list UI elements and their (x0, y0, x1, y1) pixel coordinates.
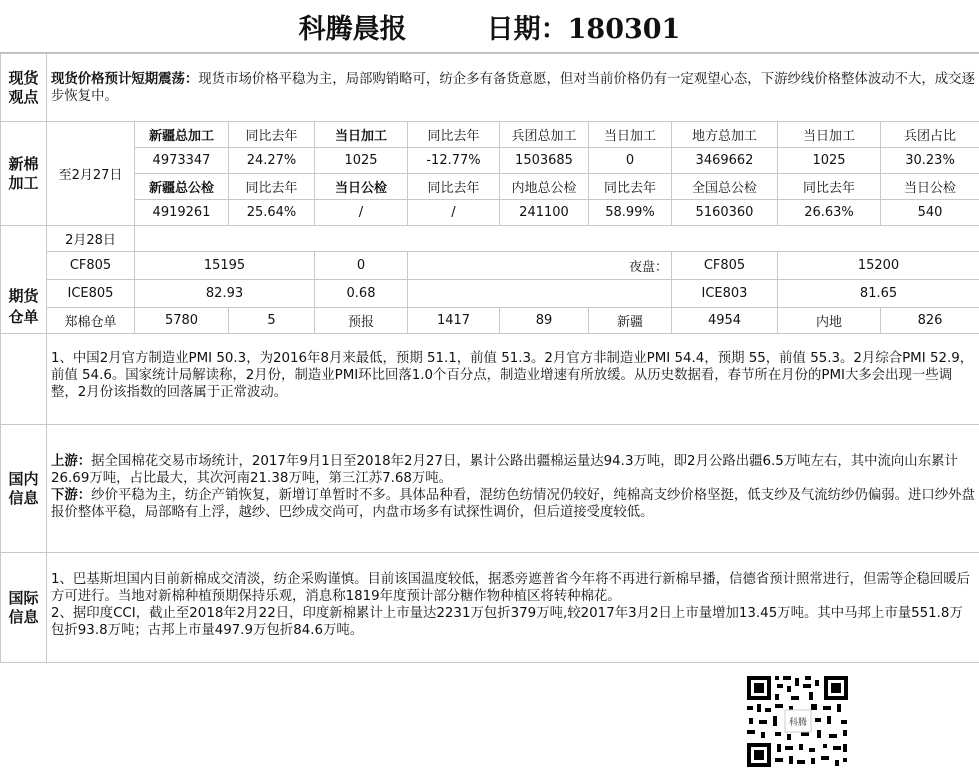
macro-section-label (1, 334, 47, 425)
proc-h2-3: 同比去年 (408, 174, 500, 200)
proc-h2-0: 新疆总公检 (135, 174, 229, 200)
proc-v1-0: 4973347 (135, 148, 229, 174)
proc-v2-2: / (315, 200, 408, 226)
qr-code-icon (745, 674, 850, 769)
proc-h2-6: 全国总公检 (672, 174, 778, 200)
domestic-section-label: 国内信息 (1, 425, 47, 553)
night-label: 夜盘： (589, 252, 672, 280)
warehouse-value: 5780 (135, 308, 229, 334)
proc-h2-8: 当日公检 (881, 174, 979, 200)
proc-v1-5: 0 (589, 148, 672, 174)
report-date: 日期：180301 (486, 13, 681, 45)
spot-text: 现货市场价格平稳为主，局部购销略可，纺企多有备货意愿，但对当前价格仍有一定观望心态，下游纱线价格整体波动不大，成交逐步恢复中。 (51, 71, 975, 104)
proc-v2-7: 26.63% (778, 200, 881, 226)
proc-v1-4: 1503685 (500, 148, 589, 174)
proc-h1-0: 新疆总加工 (135, 122, 229, 148)
spot-section-label: 现货观点 (1, 54, 47, 122)
proc-h2-4: 内地总公检 (500, 174, 589, 200)
international-item-2: 2、据印度CCI，截止至2018年2月22日，印度新棉累计上市量达2231万包折379万吨,较2017年3月2日上市量增加13.45万吨。其中马邦上市量551.8万包折93.8万吨；古邦上市量497.9万包折84.6万吨。 (51, 606, 963, 638)
proc-v2-5: 58.99% (589, 200, 672, 226)
ice2-name: ICE803 (672, 280, 778, 308)
proc-v2-6: 5160360 (672, 200, 778, 226)
forecast-label: 预报 (315, 308, 408, 334)
proc-v1-2: 1025 (315, 148, 408, 174)
proc-v2-0: 4919261 (135, 200, 229, 226)
inland-label: 内地 (778, 308, 881, 334)
night-name: CF805 (672, 252, 778, 280)
report-title (0, 0, 979, 53)
downstream-lead: 下游： (51, 488, 92, 503)
proc-v2-1: 25.64% (229, 200, 315, 226)
proc-v2-3: / (408, 200, 500, 226)
proc-v1-3: -12.77% (408, 148, 500, 174)
proc-h1-1: 同比去年 (229, 122, 315, 148)
spot-view (47, 54, 979, 122)
proc-h1-6: 地方总加工 (672, 122, 778, 148)
futures-date: 2月28日 (47, 226, 135, 252)
proc-h1-7: 当日加工 (778, 122, 881, 148)
warehouse-change: 5 (229, 308, 315, 334)
forecast-value: 1417 (408, 308, 500, 334)
domestic-news (47, 425, 979, 553)
processing-section-label: 新棉加工 (1, 122, 47, 226)
macro-news: 1、中国2月官方制造业PMI 50.3，为2016年8月来最低，预期 51.1，前值 51.3。2月官方非制造业PMI 54.4，预期 55，前值 55.3。2月综合PMI 52.9，前值 54.6。国家统计局解读称，2月份，制造业PMI环比回落1.0个百分点，制造业增速有所放缓。从历史数据看，春节所在月份的PMI大多会出现一些调整，2月份该指数的回落属于正常波动。 (47, 334, 979, 425)
futures-section-label: 期货 (1, 226, 47, 308)
warehouse-section-label: 仓单 (1, 308, 47, 334)
cf-change: 0 (315, 252, 408, 280)
proc-v2-8: 540 (881, 200, 979, 226)
ice-name: ICE805 (47, 280, 135, 308)
ice2-value: 81.65 (778, 280, 979, 308)
international-item-1: 1、巴基斯坦国内目前新棉成交清淡，纺企采购谨慎。目前该国温度较低，据悉旁遮普省今年将不再进行新棉早播，信德省预计照常进行，但需等企稳回暖后方可进行。当地对新棉种植预期保持乐观，消息称1819年度预计部分糖作物种植区将转种棉花。 (51, 572, 971, 604)
downstream-text: 纱价平稳为主，纺企产销恢复，新增订单暂时不多。具体品种看，混纺色纺情况仍较好，纯棉高支纱价格坚挺，低支纱及气流纺纱仍偏弱。进口纱外盘报价整体平稳，局部略有上浮，越纱、巴纱成交尚可，内盘市场多有试探性调价，但后道接受度较低。 (51, 488, 975, 520)
proc-h2-7: 同比去年 (778, 174, 881, 200)
xinjiang-label: 新疆 (589, 308, 672, 334)
report-table (0, 53, 979, 663)
proc-h2-2: 当日公检 (315, 174, 408, 200)
xinjiang-value: 4954 (672, 308, 778, 334)
proc-h1-3: 同比去年 (408, 122, 500, 148)
proc-h1-2: 当日加工 (315, 122, 408, 148)
international-news (47, 553, 979, 663)
warehouse-label: 郑棉仓单 (47, 308, 135, 334)
proc-v2-4: 241100 (500, 200, 589, 226)
ice-change: 0.68 (315, 280, 408, 308)
proc-h2-5: 同比去年 (589, 174, 672, 200)
qr-logo-text: 科腾 (788, 718, 808, 728)
cf-value: 15195 (135, 252, 315, 280)
proc-v1-6: 3469662 (672, 148, 778, 174)
proc-h1-5: 当日加工 (589, 122, 672, 148)
forecast-change: 89 (500, 308, 589, 334)
night-value: 15200 (778, 252, 979, 280)
cf-name: CF805 (47, 252, 135, 280)
report-name: 科腾晨报 (298, 13, 407, 45)
inland-value: 826 (881, 308, 979, 334)
ice-value: 82.93 (135, 280, 315, 308)
international-section-label: 国际信息 (1, 553, 47, 663)
spot-lead: 现货价格预计短期震荡： (51, 71, 199, 87)
futures-blank (135, 226, 979, 252)
proc-v1-1: 24.27% (229, 148, 315, 174)
processing-date: 至2月27日 (47, 122, 135, 226)
proc-v1-8: 30.23% (881, 148, 979, 174)
upstream-lead: 上游： (51, 454, 92, 469)
proc-h1-8: 兵团占比 (881, 122, 979, 148)
upstream-text: 据全国棉花交易市场统计，2017年9月1日至2018年2月27日，累计公路出疆棉运量达94.3万吨，即2月公路出疆6.5万吨左右，其中流向山东累计26.69万吨，占比最大，其次河南21.38万吨，第三江苏7.68万吨。 (51, 454, 958, 486)
proc-v1-7: 1025 (778, 148, 881, 174)
proc-h1-4: 兵团总加工 (500, 122, 589, 148)
proc-h2-1: 同比去年 (229, 174, 315, 200)
